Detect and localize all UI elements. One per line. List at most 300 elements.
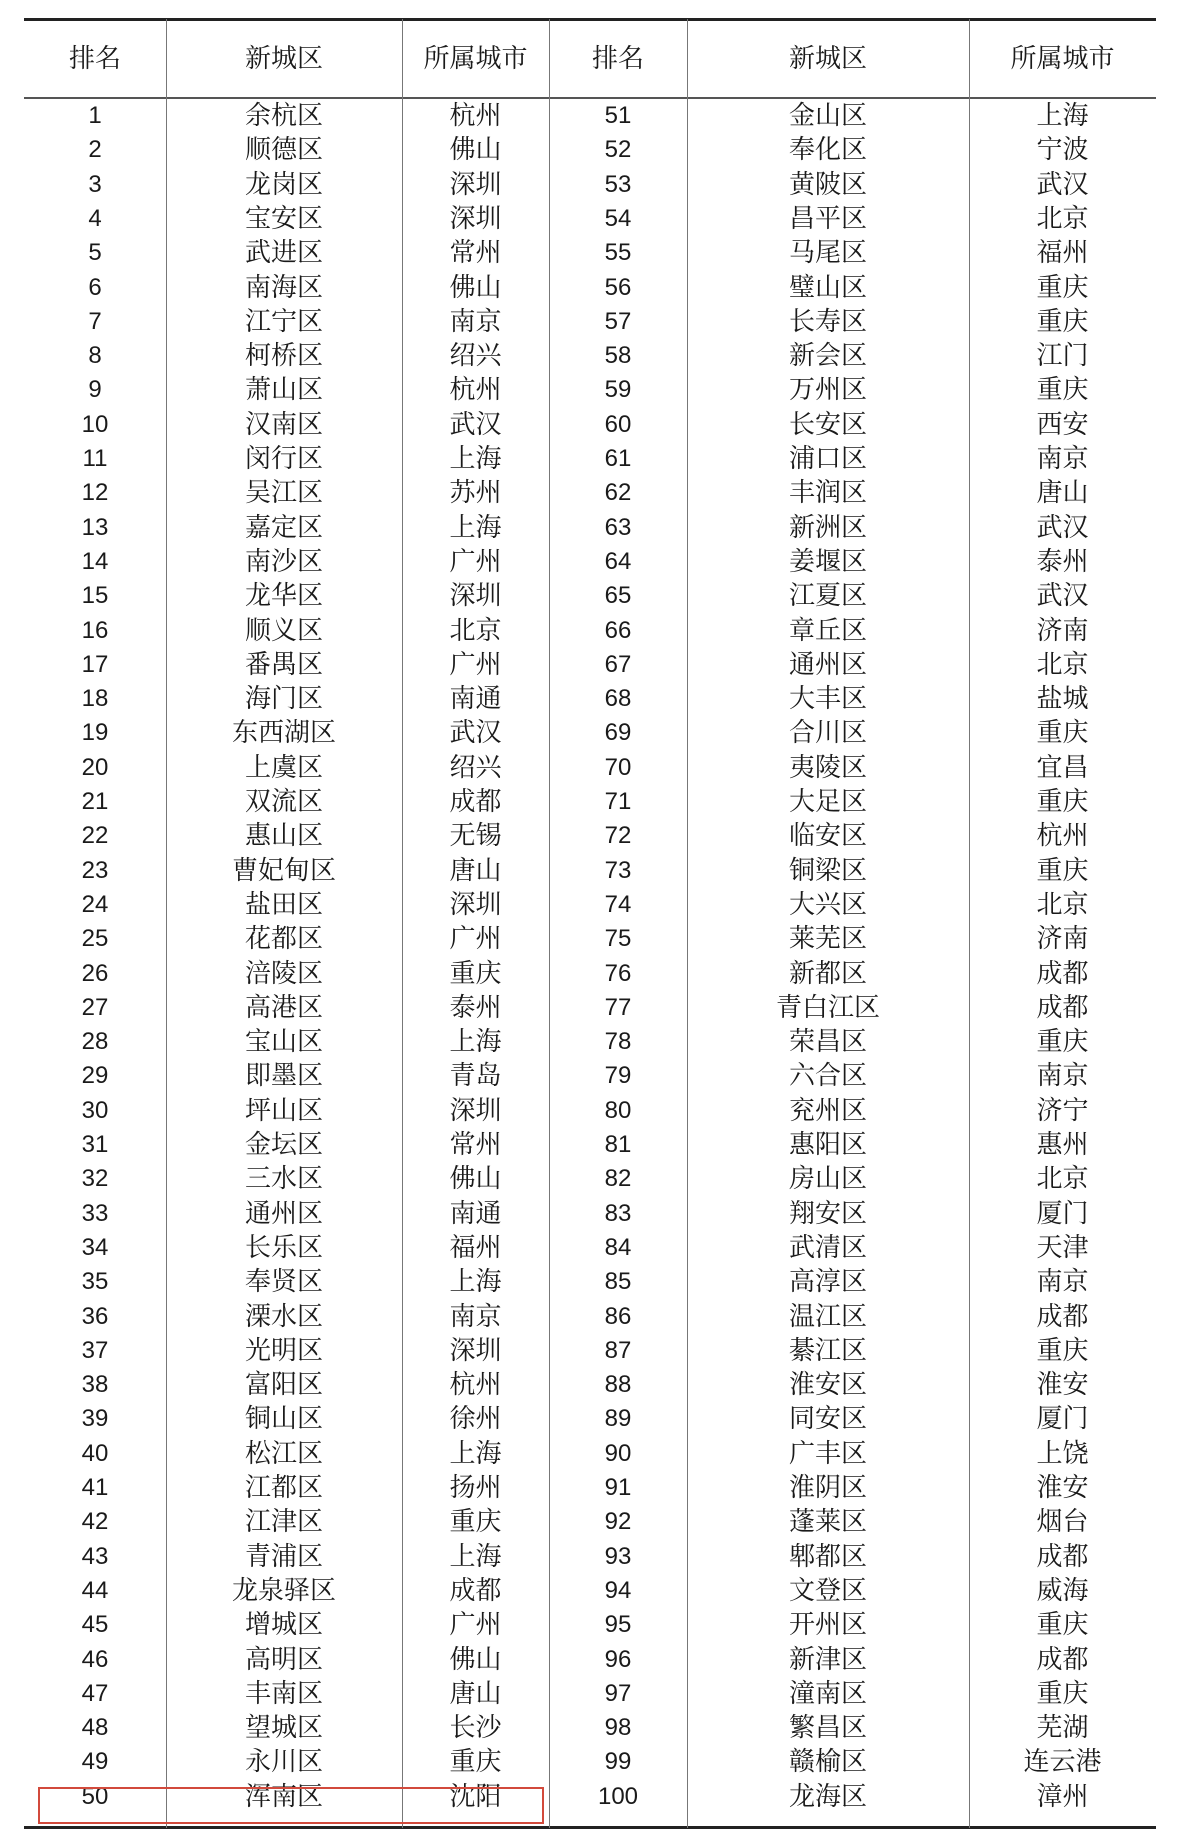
city-cell: 杭州 [1036, 821, 1089, 852]
rank-cell: 87 [604, 1336, 632, 1364]
city-cell: 杭州 [449, 1370, 502, 1401]
rank-cell: 57 [604, 307, 632, 335]
city-cell: 佛山 [449, 1644, 502, 1675]
city-cell: 南京 [449, 1301, 502, 1332]
district-cell: 顺德区 [244, 135, 323, 166]
table-row [24, 648, 1156, 682]
rank-cell: 45 [81, 1611, 109, 1639]
district-cell: 番禺区 [244, 649, 323, 680]
city-cell: 上海 [449, 1027, 502, 1058]
district-cell: 龙泉驿区 [231, 1575, 336, 1606]
rank-cell: 73 [604, 856, 632, 884]
header-rank: 排名 [68, 44, 121, 74]
district-cell: 惠山区 [244, 821, 323, 852]
district-cell: 坪山区 [244, 1095, 323, 1126]
city-cell: 成都 [1036, 992, 1089, 1023]
table-row [24, 991, 1156, 1025]
district-cell: 温江区 [788, 1301, 867, 1332]
district-cell: 花都区 [244, 924, 323, 955]
rank-cell: 8 [88, 342, 102, 370]
rank-cell: 4 [88, 204, 102, 232]
table-row [24, 476, 1156, 510]
rank-cell: 48 [81, 1714, 109, 1742]
city-cell: 济宁 [1036, 1095, 1089, 1126]
district-cell: 莱芜区 [788, 924, 867, 955]
district-cell: 奉化区 [788, 135, 867, 166]
district-cell: 南海区 [244, 272, 323, 303]
rank-cell: 51 [604, 102, 632, 129]
rank-cell: 94 [604, 1576, 632, 1604]
table-row [24, 957, 1156, 991]
city-cell: 重庆 [1036, 375, 1089, 406]
table-row [24, 1745, 1156, 1779]
rank-cell: 49 [81, 1748, 109, 1776]
district-cell: 嘉定区 [244, 512, 323, 543]
city-cell: 佛山 [449, 1164, 502, 1195]
rank-cell: 18 [81, 685, 109, 713]
table-row [24, 1059, 1156, 1093]
table-row [24, 408, 1156, 442]
city-cell: 沈阳 [449, 1781, 502, 1812]
header-city: 所属城市 [423, 44, 528, 74]
district-cell: 淮阴区 [788, 1473, 867, 1503]
rank-cell: 19 [81, 719, 109, 747]
rank-cell: 32 [81, 1165, 109, 1193]
table-row [24, 442, 1156, 476]
rank-cell: 43 [81, 1542, 109, 1570]
district-cell: 闵行区 [244, 444, 323, 474]
rank-cell: 5 [88, 239, 102, 267]
district-cell: 新洲区 [788, 512, 867, 543]
rank-cell: 54 [604, 204, 632, 232]
city-cell: 武汉 [449, 409, 502, 440]
rank-cell: 14 [81, 547, 109, 575]
city-cell: 南京 [1036, 1267, 1089, 1298]
table-row [24, 1025, 1156, 1059]
city-cell: 淮安 [1036, 1473, 1089, 1503]
rank-cell: 61 [604, 445, 632, 472]
rank-cell: 9 [88, 376, 102, 404]
district-cell: 武清区 [788, 1232, 867, 1263]
city-cell: 江门 [1036, 341, 1089, 372]
rank-cell: 90 [604, 1439, 632, 1467]
district-cell: 海门区 [244, 684, 323, 715]
district-cell: 浦口区 [788, 444, 867, 474]
city-cell: 济南 [1036, 924, 1089, 955]
district-cell: 上虞区 [244, 752, 323, 783]
city-cell: 佛山 [449, 135, 502, 166]
city-cell: 南京 [449, 306, 502, 337]
district-cell: 淮安区 [788, 1370, 867, 1401]
city-cell: 上海 [449, 1541, 502, 1572]
district-cell: 大丰区 [788, 684, 867, 715]
district-cell: 高淳区 [788, 1267, 867, 1298]
district-cell: 吴江区 [244, 478, 323, 509]
rank-cell: 7 [88, 307, 102, 335]
district-cell: 龙岗区 [244, 169, 323, 200]
rank-cell: 36 [81, 1302, 109, 1330]
district-cell: 璧山区 [788, 272, 867, 303]
district-cell: 荣昌区 [788, 1027, 867, 1058]
table-row [24, 1402, 1156, 1436]
city-cell: 重庆 [1036, 855, 1089, 886]
city-cell: 重庆 [449, 1507, 502, 1538]
rank-cell: 1 [88, 102, 102, 129]
rank-cell: 98 [604, 1714, 632, 1742]
district-cell: 即墨区 [244, 1061, 323, 1092]
table-top-rule [24, 18, 1156, 21]
table-row [24, 1471, 1156, 1505]
table-row [24, 202, 1156, 236]
rank-cell: 42 [81, 1508, 109, 1536]
table-row [24, 1162, 1156, 1196]
city-cell: 福州 [449, 1232, 502, 1263]
rank-cell: 60 [604, 410, 632, 438]
district-cell: 翔安区 [788, 1198, 867, 1229]
district-cell: 长乐区 [244, 1232, 323, 1263]
city-cell: 宜昌 [1036, 752, 1089, 783]
table-row [24, 373, 1156, 407]
rank-cell: 75 [604, 925, 632, 953]
rank-cell: 71 [604, 788, 632, 815]
city-cell: 泰州 [449, 992, 502, 1023]
rank-cell: 67 [604, 650, 632, 678]
table-row [24, 133, 1156, 167]
city-cell: 广州 [449, 924, 502, 955]
rank-cell: 95 [604, 1611, 632, 1639]
rank-cell: 91 [604, 1474, 632, 1501]
city-cell: 杭州 [449, 375, 502, 406]
rank-cell: 82 [604, 1165, 632, 1193]
city-cell: 深圳 [449, 1095, 502, 1126]
district-cell: 章丘区 [788, 615, 867, 646]
city-cell: 重庆 [449, 1747, 502, 1778]
city-cell: 厦门 [1036, 1404, 1089, 1435]
district-cell: 江都区 [244, 1473, 323, 1503]
city-cell: 上饶 [1036, 1438, 1089, 1469]
header-district: 新城区 [788, 44, 867, 74]
header-city: 所属城市 [1010, 44, 1115, 74]
table-row [24, 271, 1156, 305]
city-cell: 泰州 [1036, 546, 1089, 577]
rank-cell: 52 [604, 136, 632, 164]
city-cell: 北京 [1036, 203, 1089, 234]
district-cell: 奉贤区 [244, 1267, 323, 1298]
district-cell: 广丰区 [788, 1438, 867, 1469]
city-cell: 武汉 [1036, 169, 1089, 200]
rank-cell: 76 [604, 959, 632, 987]
city-cell: 重庆 [1036, 1610, 1089, 1641]
table-row [24, 339, 1156, 373]
rank-cell: 39 [81, 1405, 109, 1433]
city-cell: 淮安 [1036, 1370, 1089, 1401]
rank-cell: 34 [81, 1233, 109, 1261]
city-cell: 青岛 [449, 1061, 502, 1092]
rank-cell: 69 [604, 719, 632, 747]
city-cell: 重庆 [1036, 718, 1089, 749]
district-cell: 新会区 [788, 341, 867, 372]
district-cell: 龙华区 [244, 581, 323, 612]
district-cell: 黄陂区 [788, 169, 867, 200]
city-cell: 宁波 [1036, 135, 1089, 166]
district-cell: 临安区 [788, 821, 867, 852]
district-cell: 繁昌区 [788, 1713, 867, 1744]
city-cell: 广州 [449, 649, 502, 680]
district-cell: 望城区 [244, 1713, 323, 1744]
city-cell: 广州 [449, 1610, 502, 1641]
header-rank: 排名 [591, 44, 644, 74]
city-cell: 成都 [449, 1575, 502, 1606]
rank-cell: 3 [88, 170, 102, 198]
rank-cell: 78 [604, 1028, 632, 1056]
district-cell: 增城区 [244, 1610, 323, 1641]
city-cell: 唐山 [1036, 478, 1089, 509]
district-cell: 郫都区 [788, 1541, 867, 1572]
table-row [24, 1300, 1156, 1334]
table-row [24, 785, 1156, 819]
district-cell: 江夏区 [788, 581, 867, 612]
city-cell: 上海 [449, 1267, 502, 1298]
district-cell: 涪陵区 [244, 958, 323, 989]
rank-cell: 96 [604, 1645, 632, 1673]
table-row [24, 1540, 1156, 1574]
rank-cell: 24 [81, 890, 109, 918]
city-cell: 深圳 [449, 169, 502, 200]
rank-cell: 12 [81, 479, 109, 507]
table-row [24, 511, 1156, 545]
table-row [24, 99, 1156, 133]
table-row [24, 1094, 1156, 1128]
city-cell: 南通 [449, 684, 502, 715]
district-cell: 昌平区 [788, 203, 867, 234]
table-row [24, 854, 1156, 888]
table-row [24, 1265, 1156, 1299]
rank-cell: 84 [604, 1233, 632, 1261]
district-cell: 青白江区 [775, 992, 880, 1023]
rank-cell: 29 [81, 1062, 109, 1090]
district-cell: 文登区 [788, 1575, 867, 1606]
district-cell: 通州区 [788, 649, 867, 680]
rank-cell: 26 [81, 959, 109, 987]
city-cell: 盐城 [1036, 684, 1089, 715]
table-row [24, 579, 1156, 613]
city-cell: 烟台 [1036, 1507, 1089, 1538]
rank-cell: 62 [604, 479, 632, 507]
district-cell: 六合区 [788, 1061, 867, 1092]
table-row [24, 305, 1156, 339]
rank-cell: 80 [604, 1096, 632, 1124]
table-row [24, 1608, 1156, 1642]
district-cell: 龙海区 [788, 1781, 867, 1812]
district-cell: 曹妃甸区 [231, 855, 336, 886]
district-cell: 柯桥区 [244, 341, 323, 372]
district-cell: 夷陵区 [788, 752, 867, 783]
city-cell: 天津 [1036, 1232, 1089, 1263]
district-cell: 三水区 [244, 1164, 323, 1195]
rank-cell: 93 [604, 1542, 632, 1570]
rank-cell: 23 [81, 856, 109, 884]
rank-cell: 35 [81, 1268, 109, 1296]
rank-cell: 79 [604, 1062, 632, 1090]
table-row [24, 168, 1156, 202]
district-cell: 东西湖区 [231, 718, 336, 749]
city-cell: 上海 [449, 512, 502, 543]
rank-cell: 11 [82, 445, 108, 472]
district-cell: 姜堰区 [788, 546, 867, 577]
table-row [24, 1197, 1156, 1231]
rank-cell: 99 [604, 1748, 632, 1776]
city-cell: 上海 [449, 444, 502, 474]
table-row [24, 1505, 1156, 1539]
city-cell: 重庆 [1036, 306, 1089, 337]
rank-cell: 33 [81, 1199, 109, 1227]
table-row [24, 716, 1156, 750]
district-cell: 开州区 [788, 1610, 867, 1641]
city-cell: 成都 [449, 787, 502, 817]
district-cell: 江宁区 [244, 306, 323, 337]
city-cell: 成都 [1036, 1644, 1089, 1675]
rank-cell: 40 [81, 1439, 109, 1467]
district-cell: 蓬莱区 [788, 1507, 867, 1538]
district-cell: 马尾区 [788, 238, 867, 269]
district-cell: 汉南区 [244, 409, 323, 440]
city-cell: 徐州 [449, 1404, 502, 1435]
rank-cell: 53 [604, 170, 632, 198]
rank-cell: 21 [81, 788, 109, 815]
district-cell: 宝安区 [244, 203, 323, 234]
rank-cell: 68 [604, 685, 632, 713]
district-cell: 大足区 [788, 787, 867, 817]
table-row [24, 819, 1156, 853]
city-cell: 芜湖 [1036, 1713, 1089, 1744]
city-cell: 南京 [1036, 444, 1089, 474]
city-cell: 扬州 [449, 1473, 502, 1503]
city-cell: 重庆 [449, 958, 502, 989]
district-cell: 光明区 [244, 1335, 323, 1366]
district-cell: 南沙区 [244, 546, 323, 577]
rank-cell: 77 [604, 993, 632, 1021]
city-cell: 北京 [449, 615, 502, 646]
rank-cell: 83 [604, 1199, 632, 1227]
rank-cell: 81 [604, 1131, 632, 1158]
district-cell: 潼南区 [788, 1678, 867, 1709]
district-cell: 合川区 [788, 718, 867, 749]
table-row [24, 888, 1156, 922]
rank-cell: 92 [604, 1508, 632, 1536]
rank-cell: 64 [604, 547, 632, 575]
rank-cell: 74 [604, 890, 632, 918]
city-cell: 上海 [1036, 101, 1089, 131]
rank-cell: 27 [81, 993, 109, 1021]
city-cell: 济南 [1036, 615, 1089, 646]
city-cell: 常州 [449, 1130, 502, 1160]
district-cell: 万州区 [788, 375, 867, 406]
rank-cell: 47 [81, 1679, 109, 1707]
district-cell: 永川区 [244, 1747, 323, 1778]
city-cell: 长沙 [449, 1713, 502, 1744]
city-cell: 唐山 [449, 1678, 502, 1709]
table-row [24, 1574, 1156, 1608]
city-cell: 佛山 [449, 272, 502, 303]
city-cell: 深圳 [449, 203, 502, 234]
district-cell: 新津区 [788, 1644, 867, 1675]
rank-cell: 59 [604, 376, 632, 404]
table-row [24, 236, 1156, 270]
district-cell: 金山区 [788, 101, 867, 131]
rank-cell: 70 [604, 753, 632, 781]
district-cell: 高明区 [244, 1644, 323, 1675]
city-cell: 唐山 [449, 855, 502, 886]
rank-cell: 20 [81, 753, 109, 781]
rank-cell: 22 [81, 822, 109, 850]
city-cell: 重庆 [1036, 272, 1089, 303]
district-cell: 房山区 [788, 1164, 867, 1195]
city-cell: 西安 [1036, 409, 1089, 440]
rank-cell: 97 [604, 1679, 632, 1707]
city-cell: 威海 [1036, 1575, 1089, 1606]
district-cell: 兖州区 [788, 1095, 867, 1126]
district-cell: 金坛区 [244, 1130, 323, 1160]
district-cell: 松江区 [244, 1438, 323, 1469]
district-cell: 长安区 [788, 409, 867, 440]
city-cell: 上海 [449, 1438, 502, 1469]
city-cell: 无锡 [449, 821, 502, 852]
table-row [24, 1334, 1156, 1368]
table-row [24, 545, 1156, 579]
city-cell: 武汉 [449, 718, 502, 749]
district-cell: 青浦区 [244, 1541, 323, 1572]
district-cell: 通州区 [244, 1198, 323, 1229]
city-cell: 常州 [449, 238, 502, 269]
district-cell: 同安区 [788, 1404, 867, 1435]
table-row [24, 1231, 1156, 1265]
rank-cell: 63 [604, 513, 632, 541]
city-cell: 重庆 [1036, 787, 1089, 817]
district-cell: 盐田区 [244, 889, 323, 920]
city-cell: 成都 [1036, 1541, 1089, 1572]
table-row [24, 614, 1156, 648]
city-cell: 成都 [1036, 958, 1089, 989]
city-cell: 重庆 [1036, 1335, 1089, 1366]
table-row [24, 1128, 1156, 1162]
table-row [24, 1643, 1156, 1677]
table-row [24, 1368, 1156, 1402]
table-row [24, 1437, 1156, 1471]
district-cell: 大兴区 [788, 889, 867, 920]
rank-cell: 89 [604, 1405, 632, 1433]
district-cell: 高港区 [244, 992, 323, 1023]
district-cell: 溧水区 [244, 1301, 323, 1332]
district-cell: 丰南区 [244, 1678, 323, 1709]
district-cell: 赣榆区 [788, 1747, 867, 1778]
city-cell: 重庆 [1036, 1678, 1089, 1709]
rank-cell: 58 [604, 342, 632, 370]
rank-cell: 17 [81, 650, 109, 678]
rank-cell: 72 [604, 822, 632, 850]
city-cell: 连云港 [1023, 1747, 1102, 1778]
city-cell: 杭州 [449, 101, 502, 131]
city-cell: 深圳 [449, 1335, 502, 1366]
table-row [24, 1677, 1156, 1711]
district-cell: 萧山区 [244, 375, 323, 406]
rank-cell: 66 [604, 616, 632, 644]
rank-cell: 10 [81, 410, 109, 438]
city-cell: 成都 [1036, 1301, 1089, 1332]
rank-cell: 46 [81, 1645, 109, 1673]
city-cell: 苏州 [449, 478, 502, 509]
district-cell: 新都区 [788, 958, 867, 989]
city-cell: 广州 [449, 546, 502, 577]
